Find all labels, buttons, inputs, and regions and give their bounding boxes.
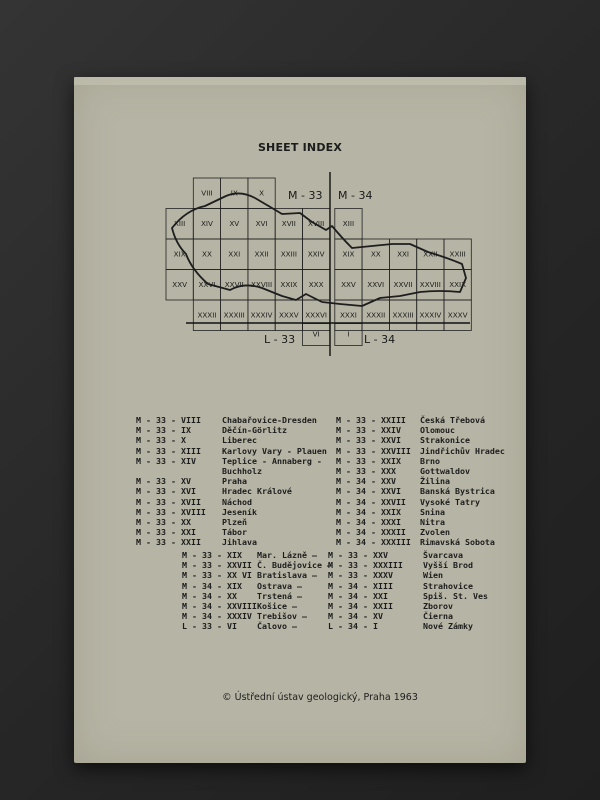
sheet-code: M - 33 - IX: [136, 425, 191, 436]
index-cell-label: XXVI: [198, 279, 216, 289]
sheet-name: Bratislava —: [257, 570, 317, 581]
zone-label-m33: M - 33: [288, 189, 323, 202]
index-cell-label: XXII: [423, 249, 438, 259]
sheet-code: M - 33 - XXVII: [182, 560, 252, 571]
sheet-name: Spiš. St. Ves: [423, 590, 488, 601]
index-cell-label: XXXVI: [305, 310, 328, 320]
sheet-name: Česká Třebová: [420, 415, 485, 425]
sheet-name: Ostrava —: [257, 580, 302, 591]
sheet-code: M - 34 - XXV: [336, 476, 396, 487]
sheet-name: Náchod: [222, 496, 252, 507]
sheet-code: M - 33 - XXVI: [336, 435, 401, 446]
sheet-name: Čalovo —: [257, 621, 297, 632]
sheet-name: Mar. Lázně —: [257, 550, 317, 560]
sheet-name: Nové Zámky: [423, 621, 473, 632]
sheet-name: Plzeň: [222, 517, 247, 527]
sheet-code: M - 34 - XXVIII: [182, 601, 257, 611]
sheet-code: M - 34 - XIX: [182, 580, 242, 591]
sheet-code: M - 34 - XXVI: [336, 486, 401, 497]
sheet-name: Praha: [222, 476, 247, 487]
sheet-name: Č. Budějovice —: [257, 560, 332, 571]
sheet-code: M - 33 - XIV: [136, 455, 196, 466]
sheet-name: Děčín-Görlitz: [222, 425, 287, 436]
sheet-code: M - 33 - XXVIII: [336, 445, 411, 456]
sheet-code: M - 33 - XX: [136, 517, 191, 527]
sheet-name: Snina: [420, 506, 445, 517]
index-cell-label: X: [259, 188, 265, 198]
sheet-name: Trebišov —: [257, 611, 307, 622]
sheet-name: Strahovice: [423, 580, 473, 591]
sheet-name: Nitra: [420, 517, 445, 527]
sheet-name: Strakonice: [420, 435, 470, 446]
index-cell-label: IX: [230, 188, 238, 198]
sheet-code: M - 34 - XXII: [328, 601, 393, 611]
index-cell-label: XXXII: [366, 310, 386, 320]
sheet-name: Teplice - Annaberg -: [222, 455, 322, 466]
sheet-code: M - 34 - XXI: [328, 590, 388, 601]
sheet-name: Buchholz: [222, 466, 262, 476]
index-cell-label: XXIV: [307, 249, 325, 259]
index-cell-label: XXVIII: [250, 279, 273, 289]
sheet-name: Rimavská Sobota: [420, 537, 495, 548]
sheet-code: M - 33 - XIX: [182, 550, 242, 560]
index-cell-label: XX: [370, 249, 381, 259]
index-cell-label: VIII: [201, 188, 213, 198]
sheet-code: M - 34 - XXXI: [336, 517, 401, 527]
zone-label-l33: L - 33: [264, 333, 296, 346]
sheet-name: Tábor: [222, 527, 247, 538]
index-cell-label: XVIII: [308, 218, 325, 228]
index-cell-label: VI: [312, 329, 320, 339]
sheet-code: M - 33 - X: [136, 435, 186, 446]
index-cell-label: XXIII: [280, 249, 297, 259]
sheet-code: M - 34 - XX: [182, 590, 237, 601]
index-cell-label: XXXIII: [392, 310, 414, 320]
index-cell-label: XV: [229, 218, 240, 228]
sheet-code: M - 33 - XVII: [136, 496, 201, 507]
sheet-code: M - 33 - XVI: [136, 486, 196, 497]
sheet-code: M - 33 - XXX: [336, 466, 396, 476]
sheet-name: Chabařovice-Dresden: [222, 415, 317, 425]
index-cell-label: XXXV: [278, 310, 299, 320]
index-cell-label: XIX: [342, 249, 355, 259]
index-cell-label: XVI: [255, 218, 268, 228]
zone-label-m34: M - 34: [338, 189, 373, 202]
sheet-code: M - 33 - XVIII: [136, 506, 206, 517]
sheet-code: L - 34 - I: [328, 621, 378, 632]
sheet-name: Zborov: [423, 601, 453, 611]
sheet-name: Banská Bystrica: [420, 486, 495, 497]
sheet-code: M - 34 - XXIX: [336, 506, 401, 517]
zone-label-l34: L - 34: [364, 333, 396, 346]
sheet-name: Olomouc: [420, 425, 455, 436]
sheet-name: Zvolen: [420, 527, 450, 538]
sheet-index-title: SHEET INDEX: [257, 141, 343, 154]
index-cell-label: XIX: [173, 249, 186, 259]
sheet-name: Liberec: [222, 435, 257, 446]
sheet-code: M - 33 - XXIII: [336, 415, 406, 425]
index-cell-label: XXVI: [367, 279, 385, 289]
index-cell-label: XXV: [341, 279, 356, 289]
sheet-code: M - 34 - XXVII: [336, 496, 406, 507]
index-cell-label: XXXV: [447, 310, 468, 320]
sheet-code: M - 33 - XXV: [328, 550, 388, 560]
index-cell-label: XXI: [228, 249, 241, 259]
sheet-code: M - 33 - XV: [136, 476, 191, 487]
index-cell-label: XIII: [342, 218, 355, 228]
sheet-code: M - 33 - XXXIII: [328, 560, 403, 571]
index-cell-label: XXVII: [224, 279, 244, 289]
sheet-name: Hradec Králové: [222, 486, 292, 497]
index-cell-label: I: [347, 329, 350, 339]
sheet-code: M - 34 - XXXIII: [336, 537, 411, 548]
sheet-name: Karlovy Vary - Plauen: [222, 445, 327, 456]
index-cell-label: XXXI: [339, 310, 357, 320]
sheet-code: M - 33 - VIII: [136, 415, 201, 425]
sheet-name: Vysoké Tatry: [420, 496, 480, 507]
index-cell-label: XXX: [308, 279, 324, 289]
sheet-name: Košice —: [257, 601, 297, 611]
sheet-name: Wien: [423, 570, 443, 581]
sheet-code: M - 33 - XX VI: [182, 570, 252, 581]
index-cell-label: XXVIII: [419, 279, 441, 289]
sheet-code: M - 34 - XXXIV: [182, 611, 252, 622]
sheet-code: M - 33 - XXI: [136, 527, 196, 538]
sheet-code: M - 33 - XIII: [136, 445, 201, 456]
index-cell-label: XXII: [254, 249, 269, 259]
sheet-name: Jeseník: [222, 506, 257, 517]
index-cell-label: XXIX: [280, 279, 298, 289]
sheet-code: M - 33 - XXII: [136, 537, 201, 548]
sheet-code: M - 34 - XIII: [328, 580, 393, 591]
publisher-footer: © Ústřední ústav geologický, Praha 1963: [222, 692, 418, 703]
index-cell-label: XXXIV: [419, 310, 442, 320]
sheet-name: Jihlava: [222, 537, 257, 548]
sheet-code: M - 34 - XV: [328, 611, 383, 622]
sheet-code: M - 33 - XXIV: [336, 425, 401, 436]
index-cell-label: XXXII: [197, 310, 217, 320]
sheet-code: M - 33 - XXXV: [328, 570, 393, 581]
index-cell-label: XXIX: [449, 279, 467, 289]
sheet-name: Jindřichův Hradec: [420, 445, 505, 456]
index-cell-label: XIII: [174, 218, 186, 228]
sheet-name: Žilina: [420, 476, 450, 487]
sheet-name: Švarcava: [423, 550, 463, 560]
index-cell-label: XXI: [397, 249, 410, 259]
sheet-code: M - 34 - XXXII: [336, 527, 406, 538]
sheet-name: Vyšší Brod: [423, 560, 473, 571]
index-cell-label: XXV: [172, 279, 188, 289]
index-cell-label: XIV: [200, 218, 213, 228]
sheet-code: L - 33 - VI: [182, 621, 237, 632]
index-cell-label: XXXIII: [223, 310, 245, 320]
sheet-code: M - 33 - XXIX: [336, 455, 401, 466]
index-cell-label: XVII: [281, 218, 296, 228]
sheet-name: Gottwaldov: [420, 466, 470, 476]
sheet-name: Trstená —: [257, 590, 302, 601]
index-cell-label: XXIII: [449, 249, 466, 259]
index-cell-label: XXVII: [393, 279, 413, 289]
index-cell-label: XX: [202, 249, 212, 259]
sheet-name: Brno: [420, 455, 440, 466]
index-cell-label: XXXIV: [250, 310, 273, 320]
sheet-name: Čierna: [423, 611, 453, 622]
